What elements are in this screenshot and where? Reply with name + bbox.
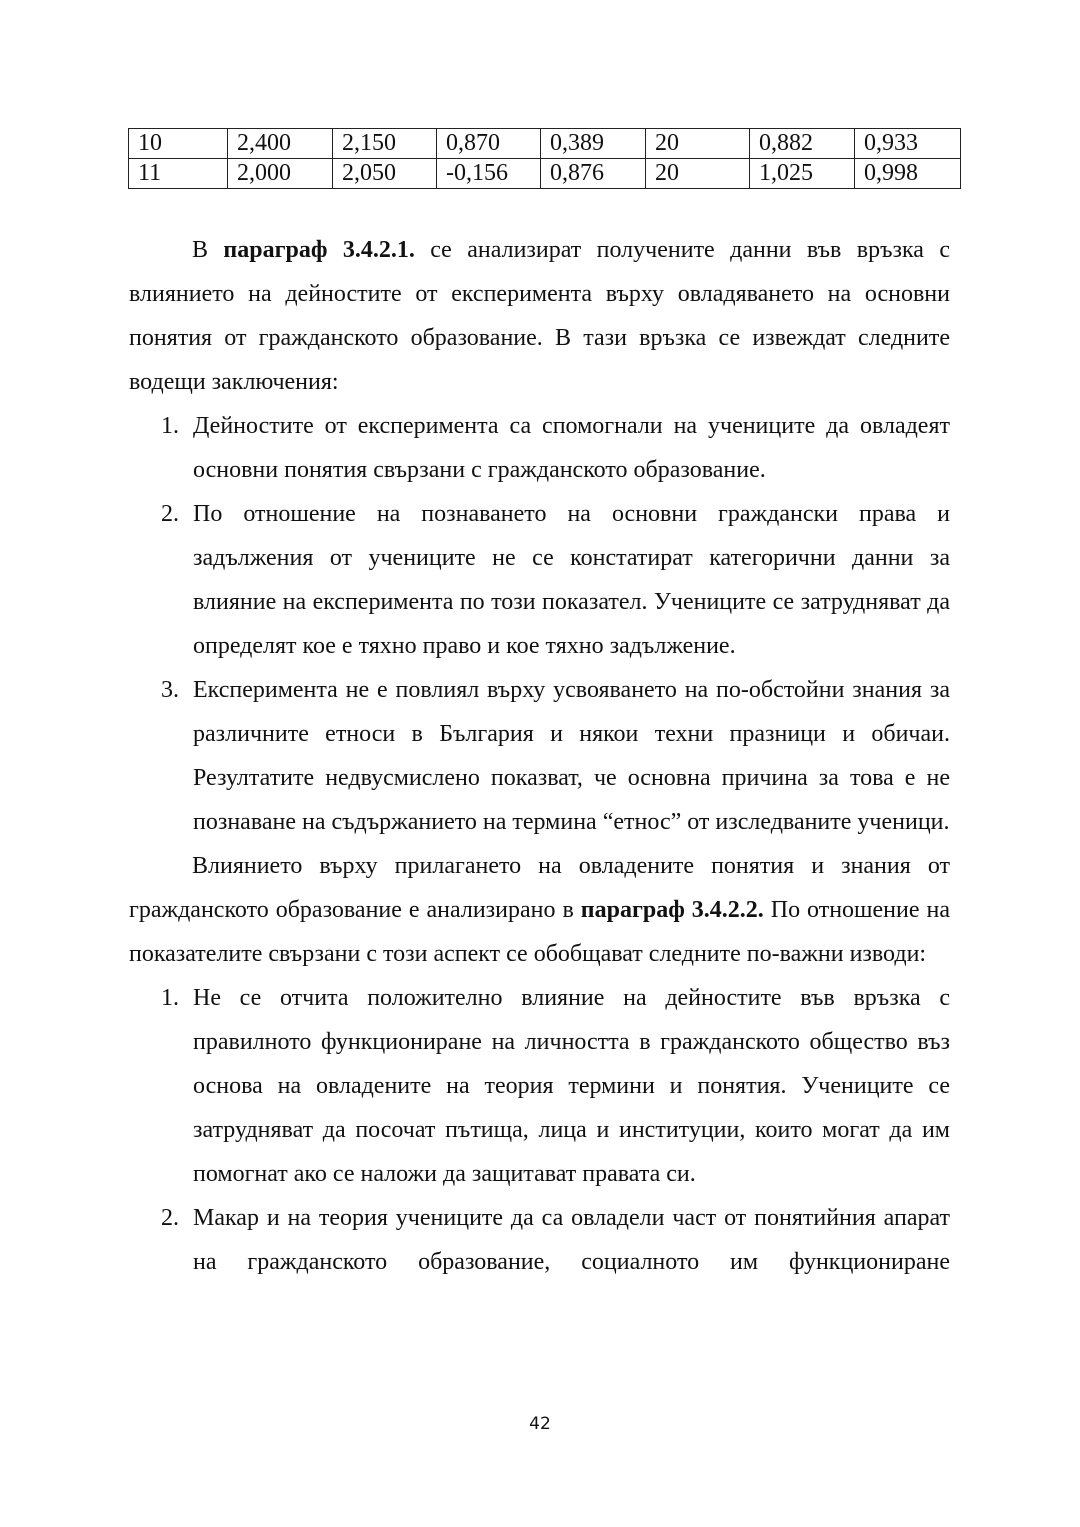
list-item: 3. Експеримента не е повлиял върху усвояването на по-обстойни знания за различните етноси в България и някои техни празници и обичаи. Резултатите недвусмислено показват, че основна причина за това е не познаване на съдържанието на термина “етнос” от изследваните ученици. — [161, 677, 950, 835]
conclusions-list-2 — [129, 976, 950, 1284]
table-cell: 0,876 — [541, 159, 646, 189]
table-cell: 11 — [129, 159, 228, 189]
results-table — [128, 128, 961, 189]
table-cell: 0,389 — [541, 129, 646, 159]
table-cell: 0,998 — [855, 159, 961, 189]
table-cell: 20 — [646, 159, 750, 189]
list-item: 2. Макар и на теория учениците да са овладели част от понятийния апарат на гражданското образование, социалното им функциониране — [161, 1205, 950, 1275]
table-row — [129, 159, 961, 189]
table-cell: 20 — [646, 129, 750, 159]
body-text — [129, 228, 950, 1284]
list-item: 1. Не се отчита положително влияние на дейностите във връзка с правилното функциониране на личността в гражданското общество въз основа на овладените на теория термини и понятия. Учениците се затрудняват да посочат пътища, лица и институции, които могат да им помогнат ако се наложи да защитават правата си. — [161, 985, 950, 1187]
conclusions-list-1 — [129, 404, 950, 844]
paragraph-section-2: Влиянието върху прилагането на овладените понятия и знания от гражданското образование е анализирано в параграф 3.4.2.2. По отношение на показателите свързани с този аспект се обобщават следните по-важни изводи: — [129, 853, 950, 967]
section-reference: параграф 3.4.2.1. — [223, 237, 415, 263]
paragraph-section-1: В параграф 3.4.2.1. се анализират получените данни във връзка с влиянието на дейностите от експеримента върху овладяването на основни понятия от гражданското образование. В тази връзка се извеждат следните водещи заключения: — [129, 237, 950, 395]
list-item: 2. По отношение на познаването на основни граждански права и задължения от учениците не се констатират категорични данни за влияние на експеримента по този показател. Учениците се затрудняват да определят кое е тяхно право и кое тяхно задължение. — [161, 501, 950, 659]
table-cell: 0,882 — [750, 129, 855, 159]
table-cell: 10 — [129, 129, 228, 159]
page-number: 42 — [529, 1414, 551, 1434]
table-cell: -0,156 — [437, 159, 541, 189]
list-item: 1. Дейностите от експеримента са спомогнали на учениците да овладеят основни понятия свързани с гражданското образование. — [161, 413, 950, 483]
table-cell: 2,050 — [333, 159, 437, 189]
table-cell: 2,150 — [333, 129, 437, 159]
table-cell: 0,870 — [437, 129, 541, 159]
table-cell: 0,933 — [855, 129, 961, 159]
table-row — [129, 129, 961, 159]
section-reference: параграф 3.4.2.2. — [580, 897, 764, 923]
table-cell: 2,400 — [228, 129, 333, 159]
table-cell: 1,025 — [750, 159, 855, 189]
table-cell: 2,000 — [228, 159, 333, 189]
